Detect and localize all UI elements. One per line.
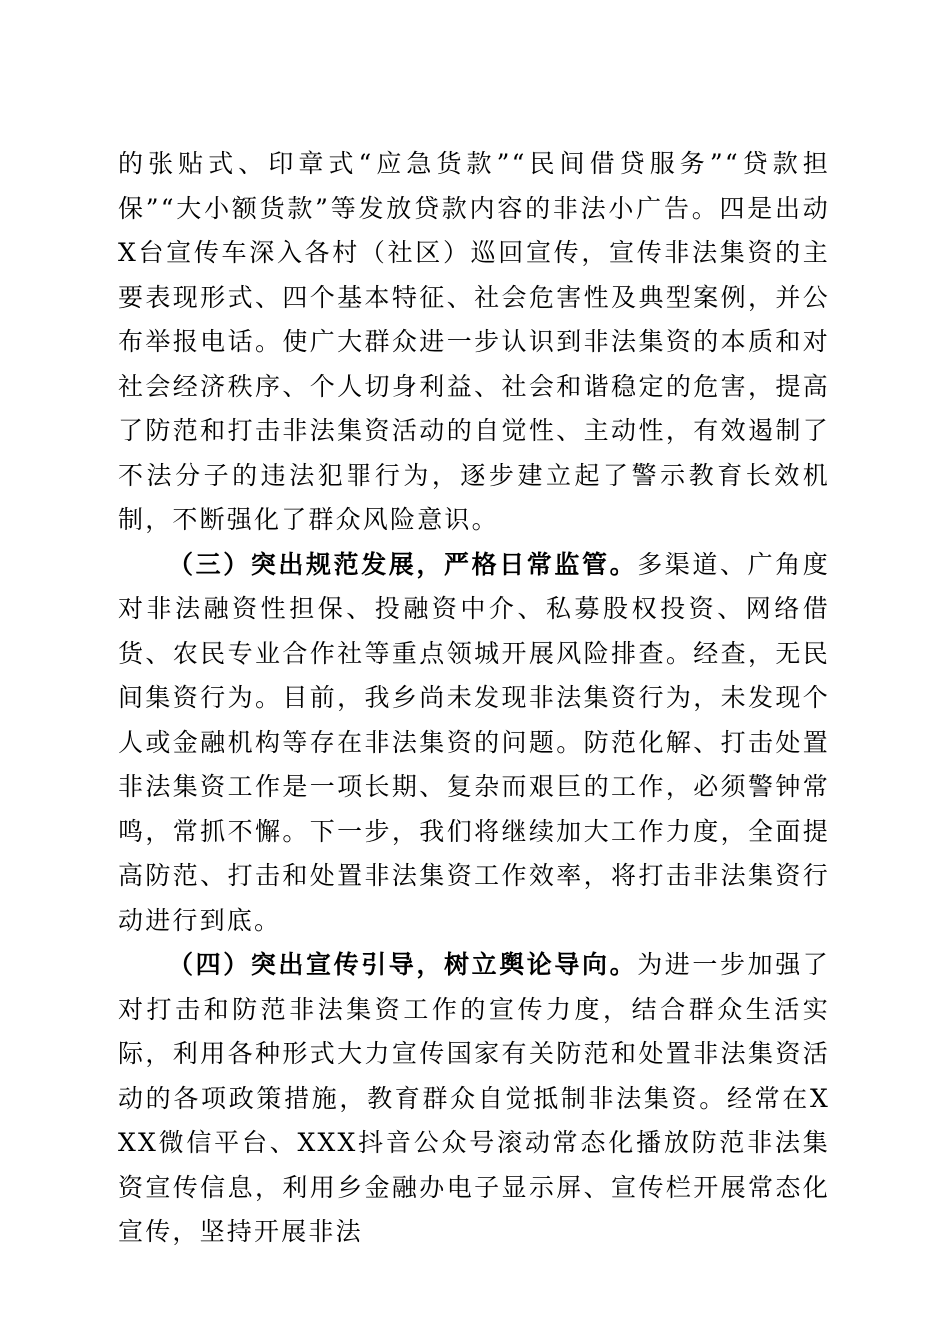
section-three-heading: （三）突出规范发展，严格日常监管。 xyxy=(168,549,638,579)
section-four-heading: （四）突出宣传引导，树立舆论导向。 xyxy=(168,950,638,979)
document-page xyxy=(118,142,830,1255)
section-three-body: 多渠道、广角度对非法融资性担保、投融资中介、私募股权投资、网络借货、农民专业合作社等重点领城开展风险排查。经查，无民间集资行为。目前，我乡尚未发现非法集资行为，未发现个人或金融机构等存在非法集资的问题。防范化解、打击处置非法集资工作是一项长期、复杂而艰巨的工作，必须警钟常鸣，常抓不懈。下一步，我们将继续加大工作力度，全面提高防范、打击和处置非法集资工作效率，将打击非法集资行动进行到底。 xyxy=(118,549,831,935)
paragraph-continuation xyxy=(118,142,830,543)
paragraph-section-four xyxy=(118,943,830,1255)
paragraph-body-text: 的张贴式、印章式“应急货款”“民间借贷服务”“贷款担保”“大小额货款”等发放贷款内容的非法小广告。四是出动X台宣传车深入各村（社区）巡回宣传，宣传非法集资的主要表现形式、四个基本特征、社会危害性及典型案例，并公布举报电话。使广大群众进一步认识到非法集资的本质和对社会经济秩序、个人切身利益、社会和谐稳定的危害，提高了防范和打击非法集资活动的自觉性、主动性，有效遏制了不法分子的违法犯罪行为，逐步建立起了警示教育长效机制，不断强化了群众风险意识。 xyxy=(118,149,830,534)
section-four-body: 为进一步加强了对打击和防范非法集资工作的宣传力度，结合群众生活实际，利用各种形式大力宣传国家有关防范和处置非法集资活动的各项政策措施，教育群众自觉抵制非法集资。经常在XXX微信平台、XXX抖音公众号滚动常态化播放防范非法集资宣传信息，利用乡金融办电子显示屏、宣传栏开展常态化宣传，坚持开展非法 xyxy=(118,950,831,1246)
paragraph-section-three xyxy=(118,543,830,944)
